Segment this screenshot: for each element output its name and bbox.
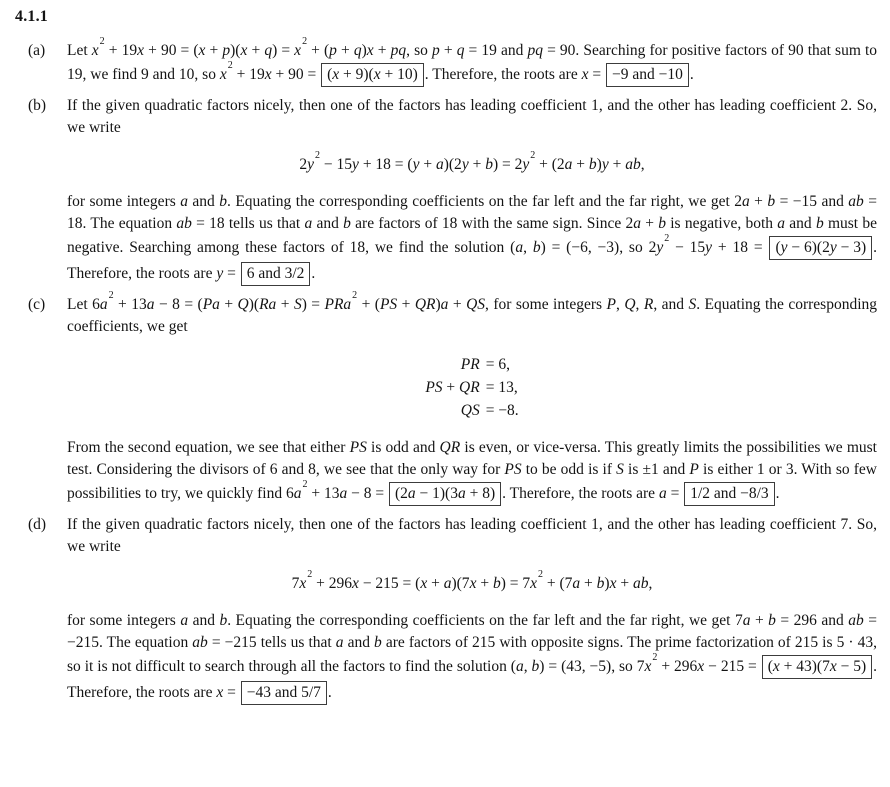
exponent: 2 (302, 35, 308, 47)
math-var: q (456, 42, 465, 59)
math-var: a (515, 239, 524, 256)
math-var: b (767, 193, 776, 210)
math-var: a (658, 485, 667, 502)
math-var: b (815, 215, 824, 232)
math-var: P (689, 461, 699, 478)
math-var: x (469, 575, 477, 592)
math-var: ab (625, 156, 641, 173)
equation-lhs (425, 399, 479, 422)
problem-number-heading: 4.1.1 (15, 8, 48, 25)
math-var: q (264, 42, 273, 59)
math-var: x (373, 66, 381, 83)
boxed-answer: −43 and 5/7 (241, 681, 327, 705)
math-var: b (485, 156, 493, 173)
equation-rhs: = 6, (485, 356, 510, 373)
equation-lhs (425, 353, 479, 376)
math-var: Ra (259, 296, 277, 313)
math-var: x (352, 575, 359, 592)
math-var: b (343, 215, 351, 232)
math-var: PRa (324, 296, 352, 313)
math-var: QR (439, 439, 461, 456)
math-var: y (307, 156, 315, 173)
math-var: p (222, 42, 231, 59)
math-var: a (457, 485, 466, 502)
exponent: 2 (227, 59, 233, 71)
math-var: y (601, 156, 609, 173)
solution-paragraph: Let $x^2 + 19x + 90 = (x + p)(x + q) = x^2 + (p + q)x$ + pq, so p + q = 19 and pq = 90. Searching for positive factors of 90 that sum to 19, we find 9 and 10, so $x^2 + 19x + 90 = (x + 9)(x + 10)$ . Therefore, the roots are x = −9 and −10 . (67, 40, 877, 88)
math-var: a (515, 658, 524, 675)
math-var: a (146, 296, 155, 313)
solution-item-d (15, 514, 877, 706)
math-var: x (137, 42, 144, 59)
math-var: x (530, 575, 537, 592)
boxed-answer: (x + 9)(x + 10) (321, 63, 424, 87)
math-var: a (572, 575, 581, 592)
math-var: x (420, 575, 428, 592)
solution-item-c (15, 289, 878, 507)
math-var: q (353, 42, 362, 59)
math-var: y (522, 156, 530, 173)
math-var: b (532, 239, 541, 256)
math-var: a (435, 156, 444, 173)
math-var: a (99, 296, 108, 313)
math-var: x (366, 42, 374, 59)
boxed-answer: (x + 43)(7x − 5) (762, 655, 872, 679)
math-var: PR (460, 356, 480, 373)
math-var: S (616, 461, 624, 478)
math-var: x (332, 66, 340, 83)
math-var: p (329, 42, 337, 59)
math-var: x (294, 42, 302, 59)
exponent: 2 (538, 568, 543, 580)
math-var: y (352, 156, 359, 173)
math-var: x (581, 66, 589, 83)
math-var: y (412, 156, 420, 173)
math-var: QR (414, 296, 436, 313)
math-var: y (705, 239, 713, 256)
math-var: b (596, 575, 605, 592)
math-var: ab (192, 634, 208, 651)
equation-rhs: = 13, (485, 379, 518, 396)
math-var: a (633, 215, 641, 232)
math-var: QS (466, 296, 486, 313)
exponent: 2 (530, 149, 536, 161)
solution-paragraph: for some integers a and b. Equating the corresponding coefficients on the far left and the far right, we get 2a + b = −15 and ab = 18. The equation ab = 18 tells us that a and b are factors of 18 with the same sign. Since 2a + b is negative, both a and b must be negative. Searching among these factors of 18, we find the solution (a, b) = (−6, −3), so $2y^2 - 15y + 18 = (y - 6)(2y - 3)$ . Therefore, the roots are y = 6 and 3/2 . (67, 191, 877, 287)
math-var: b (374, 634, 382, 651)
math-var: PS (504, 461, 522, 478)
solution-list (15, 35, 878, 706)
math-var: a (180, 612, 189, 629)
math-var: PS (379, 296, 398, 313)
math-var: ab (848, 193, 864, 210)
exponent: 2 (108, 289, 114, 301)
math-var: x (91, 42, 99, 59)
math-var: ab (848, 612, 864, 629)
math-var: a (407, 485, 416, 502)
math-var: Q (237, 296, 249, 313)
math-var: x (609, 575, 617, 592)
math-var: x (216, 684, 224, 701)
exponent: 2 (302, 478, 308, 490)
math-var: x (697, 658, 705, 675)
math-var: QR (459, 379, 480, 396)
math-var: b (531, 658, 540, 675)
part-content (67, 35, 878, 88)
boxed-answer: 1/2 and −8/3 (684, 482, 774, 506)
math-var: a (293, 485, 302, 502)
math-var: a (742, 612, 751, 629)
exponent: 2 (307, 568, 313, 580)
math-var: a (564, 156, 573, 173)
math-var: y (461, 156, 469, 173)
math-var: a (335, 634, 344, 651)
math-var: b (219, 612, 228, 629)
math-var: Q (624, 296, 636, 313)
math-var: pq (390, 42, 407, 59)
math-var: a (180, 193, 188, 210)
math-var: Pa (202, 296, 220, 313)
math-var: x (264, 66, 272, 83)
boxed-answer: (2a − 1)(3a + 8) (389, 482, 501, 506)
math-var: a (440, 296, 449, 313)
math-var: pq (527, 42, 543, 59)
math-var: a (304, 215, 313, 232)
boxed-answer: (y − 6)(2y − 3) (769, 236, 872, 260)
math-var: x (829, 658, 837, 675)
math-var: ab (632, 575, 649, 592)
exponent: 2 (315, 149, 321, 161)
boxed-answer: 6 and 3/2 (241, 262, 311, 286)
math-var: x (219, 66, 227, 83)
math-var: P (606, 296, 616, 313)
part-content (67, 514, 877, 706)
equation-system (67, 353, 877, 422)
math-var: S (688, 296, 697, 313)
math-var: y (780, 239, 788, 256)
math-var: y (829, 239, 837, 256)
math-var: S (293, 296, 302, 313)
math-var: b (492, 575, 501, 592)
math-var: a (443, 575, 452, 592)
math-var: a (339, 485, 348, 502)
math-var: x (644, 658, 652, 675)
display-equation: $2y^2 - 15y + 18 = (y + a)(2y + b) = 2y^2 + (2a + b)y$ + ab, (299, 149, 645, 173)
math-var: b (588, 156, 597, 173)
exponent: 2 (352, 289, 358, 301)
part-label: (c) (28, 296, 46, 313)
math-var: QS (460, 402, 480, 419)
solution-paragraph: From the second equation, we see that either PS is odd and QR is even, or vice-versa. This greatly limits the possibilities we must test. Considering the divisors of 6 and 8, we see that the only way for PS to be odd is if S is ±1 and P is either 1 or 3. With so few possibilities to try, we quickly find $6a^2 + 13a - 8 = (2a - 1)(3a + 8)$ . Therefore, the roots are a = 1/2 and −8/3 . (67, 437, 877, 507)
math-var: y (216, 265, 224, 282)
solution-item-b (15, 95, 877, 287)
math-var: p (432, 42, 440, 59)
math-var: b (768, 612, 776, 629)
solution-paragraph: If the given quadratic factors nicely, then one of the factors has leading coefficient 1, and the other has leading coefficient 7. So, we write (67, 516, 877, 555)
part-label: (d) (28, 516, 47, 533)
exponent: 2 (99, 35, 105, 47)
equation-lhs: PS + QR (425, 379, 480, 396)
math-var: R (643, 296, 654, 313)
solution-paragraph: Let $6a^2 + 13a - 8 = (Pa + Q)(Ra + S) = PRa^2 + (PS + QR)a$ + QS, for some integers P, Q, R, and S. Equating the corresponding coefficients, we get (67, 289, 878, 335)
part-label: (a) (28, 42, 46, 59)
part-content (67, 289, 878, 507)
math-var: x (299, 575, 307, 592)
display-equation: $7x^2 + 296x - 215 = (x + a)(7x + b) = 7x^2 + (7a + b)x$ + ab, (291, 568, 653, 592)
math-var: b (658, 215, 666, 232)
math-var: x (240, 42, 248, 59)
exponent: 2 (664, 232, 670, 244)
math-var: x (772, 658, 780, 675)
part-content (67, 95, 877, 287)
math-var: PS (425, 379, 443, 396)
part-label: (b) (28, 97, 47, 114)
solution-paragraph: for some integers a and b. Equating the corresponding coefficients on the far left and the far right, we get 7a + b = 296 and ab = −215. The equation ab = −215 tells us that a and b are factors of 215 with opposite signs. The prime factorization of 215 is 5 · 43, so it is not difficult to search through all the factors to find the solution (a, b) = (43, −5), so $7x^2 + 296x - 215 = (x + 43)(7x - 5)$ . Therefore, the roots are x = −43 and 5/7 . (67, 610, 877, 706)
equation-rhs: = −8. (485, 402, 519, 419)
math-var: ab (176, 215, 192, 232)
math-var: PS (349, 439, 367, 456)
exponent: 2 (652, 651, 658, 663)
math-var: a (741, 193, 750, 210)
math-var: y (656, 239, 664, 256)
solution-item-a (15, 35, 878, 88)
boxed-answer: −9 and −10 (606, 63, 689, 87)
math-var: a (777, 215, 786, 232)
math-var: x (198, 42, 206, 59)
math-var: b (219, 193, 228, 210)
solution-paragraph: If the given quadratic factors nicely, then one of the factors has leading coefficient 1, and the other has leading coefficient 2. So, we write (67, 97, 877, 136)
